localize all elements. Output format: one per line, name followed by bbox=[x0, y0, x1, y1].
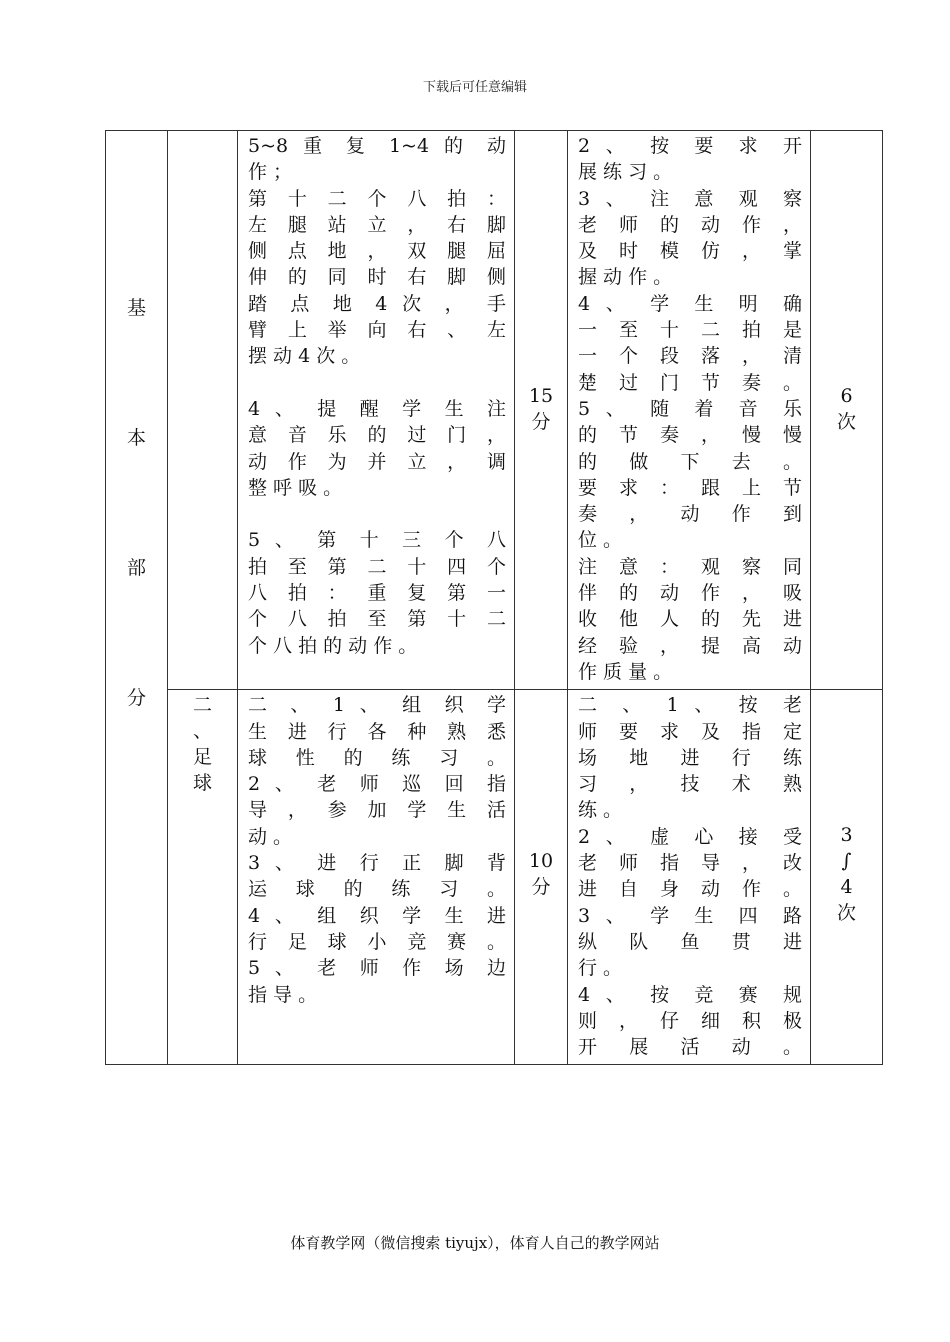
teacher-text-line: 4 、 组 织 学 生 进 bbox=[248, 904, 506, 927]
student-text-line: 收 他 人 的 先 进 bbox=[578, 608, 802, 631]
teacher-activity-cell-1 bbox=[238, 131, 515, 690]
student-text-line: 的 节 奏 ， 慢 慢 bbox=[578, 424, 802, 447]
topic-cell-2 bbox=[168, 690, 238, 1065]
count-value: 次 bbox=[836, 902, 856, 925]
teacher-text-line: 2 、 老 师 巡 回 指 bbox=[248, 773, 506, 796]
lesson-plan-table bbox=[105, 130, 883, 1065]
student-text-line: 2 、 按 要 求 开 bbox=[578, 135, 802, 157]
student-text-line: 4 、 学 生 明 确 bbox=[578, 292, 802, 315]
teacher-text-line: 导 ， 参 加 学 生 活 bbox=[248, 799, 506, 822]
teacher-text-line: 5~8 重 复 1~4 的 动 bbox=[248, 135, 506, 157]
student-text-line: 奏 ， 动 作 到 bbox=[578, 503, 802, 526]
teacher-text-line: 作 ； bbox=[248, 161, 293, 184]
time-cell-2 bbox=[515, 690, 568, 1065]
student-text-line: 2 、 虚 心 接 受 bbox=[578, 825, 802, 848]
student-text-line: 4 、 按 竞 赛 规 bbox=[578, 983, 802, 1006]
teacher-text-line: 二 、 1 、 组 织 学 bbox=[248, 694, 506, 717]
table-row-2 bbox=[106, 690, 883, 1065]
student-text-line: 伴 的 动 作 ， 吸 bbox=[578, 582, 802, 605]
teacher-text-line: 球 性 的 练 习 。 bbox=[248, 746, 506, 769]
student-text-line: 行 。 bbox=[578, 957, 623, 980]
topic-char: 、 bbox=[192, 720, 212, 743]
count-cell-1 bbox=[811, 131, 883, 690]
teacher-text-line: 动 作 为 并 立 ， 调 bbox=[248, 450, 506, 473]
student-text-line: 习 ， 技 术 熟 bbox=[578, 773, 802, 796]
student-text-line: 开 展 活 动 。 bbox=[578, 1036, 802, 1059]
student-text-line: 老 师 指 导 ， 改 bbox=[578, 852, 802, 875]
section-char: 本 bbox=[126, 426, 146, 449]
student-text-line: 展 练 习 。 bbox=[578, 161, 673, 184]
student-text-line: 进 自 身 动 作 。 bbox=[578, 878, 802, 901]
section-char: 部 bbox=[126, 556, 146, 579]
student-text-line: 及 时 模 仿 ， 掌 bbox=[578, 240, 802, 263]
teacher-text-line: 八 拍 ： 重 复 第 一 bbox=[248, 582, 506, 605]
teacher-text-line: 5 、 老 师 作 场 边 bbox=[248, 957, 506, 980]
teacher-text-line: 行 足 球 小 竞 赛 。 bbox=[248, 930, 506, 953]
teacher-text-line: 个 八 拍 的 动 作 。 bbox=[248, 634, 418, 657]
student-text-line: 3 、 注 意 观 察 bbox=[578, 187, 802, 210]
section-char: 基 bbox=[126, 296, 146, 319]
time-value: 分 bbox=[531, 876, 551, 899]
page-footer: 体育教学网（微信搜索 tiyujx），体育人自己的教学网站 bbox=[290, 1234, 660, 1252]
student-text-line: 握 动 作 。 bbox=[578, 266, 673, 289]
student-text-line: 纵 队 鱼 贯 进 bbox=[578, 930, 802, 953]
student-text-line: 的 做 下 去 。 bbox=[578, 450, 802, 473]
teacher-text-line: 4 、 提 醒 学 生 注 bbox=[248, 397, 506, 420]
count-value: 4 bbox=[840, 876, 853, 899]
section-label-cell bbox=[106, 131, 168, 1065]
student-text-line: 位 。 bbox=[578, 529, 623, 552]
teacher-text-line: 踏 点 地 4 次 ， 手 bbox=[248, 292, 506, 315]
count-value: 次 bbox=[836, 411, 856, 433]
teacher-text-line: 指 导 。 bbox=[248, 983, 318, 1006]
teacher-text-line: 臂 上 举 向 右 、 左 bbox=[248, 319, 506, 342]
student-text-line: 3 、 学 生 四 路 bbox=[578, 904, 802, 927]
student-text-line: 经 验 ， 提 高 动 bbox=[578, 634, 802, 657]
student-activity-cell-2 bbox=[568, 690, 811, 1065]
topic-cell-1 bbox=[168, 131, 238, 690]
student-text-line: 楚 过 门 节 奏 。 bbox=[578, 371, 802, 394]
teacher-text-line: 生 进 行 各 种 熟 悉 bbox=[248, 720, 506, 743]
topic-char: 球 bbox=[192, 772, 212, 795]
topic-char: 二 bbox=[192, 694, 212, 717]
student-text-line: 作 质 量 。 bbox=[578, 660, 673, 683]
count-cell-2 bbox=[811, 690, 883, 1065]
teacher-text-line: 左 腿 站 立 ， 右 脚 bbox=[248, 213, 506, 236]
time-cell-1 bbox=[515, 131, 568, 690]
teacher-text-line: 第 十 二 个 八 拍 ： bbox=[248, 187, 506, 210]
student-text-line: 师 要 求 及 指 定 bbox=[578, 720, 802, 743]
teacher-activity-cell-2 bbox=[238, 690, 515, 1065]
teacher-text-line: 整 呼 吸 。 bbox=[248, 476, 343, 499]
student-text-line: 一 至 十 二 拍 是 bbox=[578, 319, 802, 342]
teacher-text-line: 伸 的 同 时 右 脚 侧 bbox=[248, 266, 506, 289]
student-text-line: 练 。 bbox=[578, 799, 623, 822]
teacher-text-line: 运 球 的 练 习 。 bbox=[248, 878, 506, 901]
teacher-text-line: 摆 动 4 次 。 bbox=[248, 345, 361, 368]
time-value: 15 bbox=[528, 385, 554, 407]
student-text-line: 场 地 进 行 练 bbox=[578, 746, 802, 769]
teacher-text-line: 意 音 乐 的 过 门 ， bbox=[248, 424, 506, 447]
count-value: ∫ bbox=[841, 850, 852, 873]
student-text-line: 老 师 的 动 作 ， bbox=[578, 213, 802, 236]
time-value: 分 bbox=[531, 411, 551, 433]
topic-char: 足 bbox=[192, 746, 212, 769]
teacher-text-line: 动 。 bbox=[248, 825, 293, 848]
student-text-line: 要 求 ： 跟 上 节 bbox=[578, 476, 802, 499]
teacher-text-line: 3 、 进 行 正 脚 背 bbox=[248, 852, 506, 875]
student-text-line: 二 、 1 、 按 老 bbox=[578, 694, 802, 717]
page-header: 下载后可任意编辑 bbox=[422, 80, 527, 95]
student-text-line: 5 、 随 着 音 乐 bbox=[578, 397, 802, 420]
section-char: 分 bbox=[126, 686, 146, 709]
teacher-text-line: 个 八 拍 至 第 十 二 bbox=[248, 608, 506, 631]
teacher-text-line: 侧 点 地 ， 双 腿 屈 bbox=[248, 240, 506, 263]
student-text-line: 一 个 段 落 ， 清 bbox=[578, 345, 802, 368]
teacher-text-line: 5 、 第 十 三 个 八 bbox=[248, 529, 506, 552]
count-value: 6 bbox=[840, 385, 853, 407]
teacher-text-line: 拍 至 第 二 十 四 个 bbox=[248, 555, 506, 578]
count-value: 3 bbox=[840, 824, 853, 847]
student-text-line: 则 ， 仔 细 积 极 bbox=[578, 1009, 802, 1032]
time-value: 10 bbox=[528, 850, 554, 873]
student-activity-cell-1 bbox=[568, 131, 811, 690]
student-text-line: 注 意 ： 观 察 同 bbox=[578, 555, 802, 578]
table-row-1 bbox=[106, 131, 883, 690]
